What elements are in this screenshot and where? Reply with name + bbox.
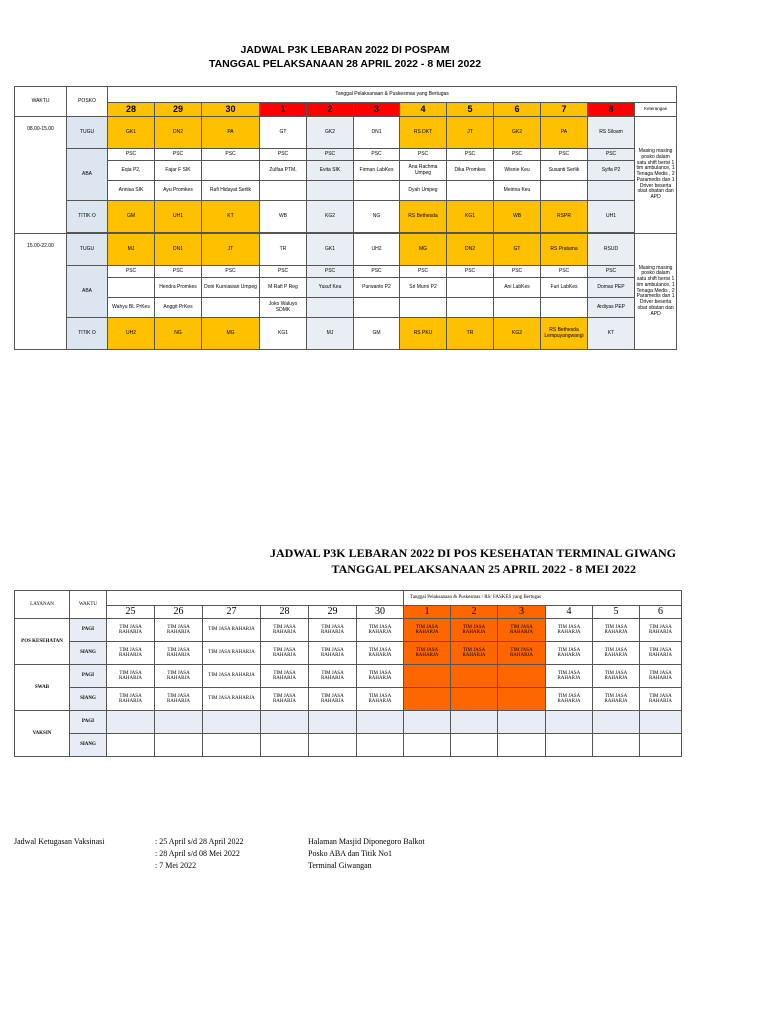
cell — [541, 298, 588, 318]
posko-tugu: TUGU — [67, 117, 108, 149]
cell — [588, 181, 635, 201]
cell: RS Siloam — [588, 117, 635, 149]
cell: Dyah Umpeg — [400, 181, 447, 201]
date-cell: 30 — [357, 606, 404, 619]
cell: GK2 — [494, 117, 541, 149]
cell: JT — [447, 117, 494, 149]
cell: Wahyu BL PrKes — [108, 298, 155, 318]
cell: KG2 — [494, 318, 541, 350]
cell — [202, 298, 260, 318]
cell: Zulfaa PTM, — [260, 161, 307, 181]
header-tanggal: Tanggal Pelaksanaan & Puskesmas yang Bertugas — [108, 87, 677, 103]
cell: TIM JASA RAHARJA — [498, 619, 546, 642]
cell: TIM JASA RAHARJA — [309, 665, 357, 688]
footer-date: : 25 April s/d 28 April 2022 — [155, 837, 244, 846]
cell: PSC — [202, 266, 260, 278]
cell: TIM JASA RAHARJA — [155, 665, 203, 688]
cell: TIM JASA RAHARJA — [451, 642, 498, 665]
cell: PSC — [588, 149, 635, 161]
keterangan-note: Masing masing posko dalam satu shift berisi 1 tim ambulance, 1 Tenaga Medis , 2 Paramedis dan 1 Driver beserta obat obatan dan APD — [635, 234, 677, 350]
cell: Ani LabKes — [494, 278, 541, 298]
cell: TIM JASA RAHARJA — [155, 619, 203, 642]
cell: TIM JASA RAHARJA — [640, 688, 682, 711]
cell: GM — [354, 318, 400, 350]
cell: Dika Promkes — [447, 161, 494, 181]
layanan-swab: SWAB — [15, 665, 70, 711]
cell — [202, 161, 260, 181]
header-keterangan: Keterangan — [635, 103, 677, 117]
cell: TIM JASA RAHARJA — [546, 642, 593, 665]
shift-time: 08.00-15.00 — [15, 117, 67, 234]
date-cell: 3 — [354, 103, 400, 117]
footer-place: Terminal Giwangan — [308, 861, 372, 870]
cell: TIM JASA RAHARJA — [357, 665, 404, 688]
cell: TR — [447, 318, 494, 350]
cell — [357, 734, 404, 757]
cell: TIM JASA RAHARJA — [309, 619, 357, 642]
cell: TIM JASA RAHARJA — [107, 688, 155, 711]
cell: M Rafi P Reg — [260, 278, 307, 298]
cell — [354, 181, 400, 201]
cell: Doni Kurniawan Umpeg — [202, 278, 260, 298]
cell: DN1 — [354, 117, 400, 149]
cell: PSC — [260, 266, 307, 278]
cell: RS DKT — [400, 117, 447, 149]
cell: GT — [494, 234, 541, 266]
cell: TIM JASA RAHARJA — [640, 642, 682, 665]
date-cell: 28 — [108, 103, 155, 117]
cell: TIM JASA RAHARJA — [261, 619, 309, 642]
shift-time: 15.00-22.00 — [15, 234, 67, 350]
cell: PSC — [541, 149, 588, 161]
cell: PSC — [108, 266, 155, 278]
header-posko: POSKO — [67, 87, 108, 117]
cell — [593, 711, 640, 734]
cell: TIM JASA RAHARJA — [357, 619, 404, 642]
cell: Sri Murni P2 — [400, 278, 447, 298]
cell: TIM JASA RAHARJA — [107, 642, 155, 665]
cell — [260, 181, 307, 201]
layanan-vaksin: VAKSIN — [15, 711, 70, 757]
cell: GK1 — [108, 117, 155, 149]
date-cell: 4 — [546, 606, 593, 619]
date-cell: 6 — [494, 103, 541, 117]
cell: TIM JASA RAHARJA — [203, 688, 261, 711]
cell — [498, 688, 546, 711]
cell: PSC — [354, 266, 400, 278]
cell — [307, 298, 354, 318]
cell: KT — [202, 201, 260, 233]
cell — [498, 665, 546, 688]
cell: TIM JASA RAHARJA — [107, 619, 155, 642]
cell — [203, 711, 261, 734]
cell: TIM JASA RAHARJA — [261, 642, 309, 665]
header-layanan: LAYANAN — [15, 591, 70, 619]
cell — [203, 734, 261, 757]
cell — [107, 711, 155, 734]
cell: RS Bethesda Lempuyangwangi — [541, 318, 588, 350]
cell: PSC — [447, 266, 494, 278]
cell: Wisnie Keu — [494, 161, 541, 181]
cell: Fajar F SIK — [155, 161, 202, 181]
cell — [541, 181, 588, 201]
date-cell: 5 — [593, 606, 640, 619]
cell: KG1 — [447, 201, 494, 233]
header-tanggal: Tanggal Pelaksanaan & Puskesmas / RS/ FASKES yang Bertugas — [404, 591, 682, 606]
cell — [354, 298, 400, 318]
cell: TIM JASA RAHARJA — [593, 665, 640, 688]
cell — [108, 278, 155, 298]
sheet2-title: JADWAL P3K LEBARAN 2022 DI POS KESEHATAN TERMINAL GIWANG — [269, 546, 676, 560]
cell — [494, 298, 541, 318]
posko-tugu: TUGU — [67, 234, 108, 266]
date-cell: 25 — [107, 606, 155, 619]
cell: MJ — [307, 318, 354, 350]
cell: WB — [494, 201, 541, 233]
layanan-pos-kesehatan: POS KESEHATAN — [15, 619, 70, 665]
cell: TIM JASA RAHARJA — [261, 688, 309, 711]
cell — [400, 298, 447, 318]
cell — [309, 711, 357, 734]
posko-titik-o: TITIK O — [67, 201, 108, 233]
date-cell: 27 — [203, 606, 261, 619]
cell — [404, 711, 451, 734]
cell: Ardiyas PEP — [588, 298, 635, 318]
waktu-pagi: PAGI — [70, 665, 107, 688]
cell — [307, 181, 354, 201]
cell: TIM JASA RAHARJA — [593, 619, 640, 642]
cell: UH1 — [588, 201, 635, 233]
cell — [155, 734, 203, 757]
cell: Susanti Serlik — [541, 161, 588, 181]
cell — [451, 711, 498, 734]
cell: PSC — [307, 266, 354, 278]
footer-place: Halaman Masjid Diponegoro Balkot — [308, 837, 425, 846]
cell: TIM JASA RAHARJA — [155, 642, 203, 665]
cell: Syifa P2 — [588, 161, 635, 181]
cell: UH2 — [108, 318, 155, 350]
cell: TIM JASA RAHARJA — [593, 642, 640, 665]
cell — [357, 711, 404, 734]
cell: PA — [541, 117, 588, 149]
cell — [593, 734, 640, 757]
footer-places — [308, 836, 425, 872]
cell: DN2 — [155, 117, 202, 149]
cell: PSC — [400, 149, 447, 161]
cell: Annisa SIK — [108, 181, 155, 201]
cell: MG — [400, 234, 447, 266]
date-cell: 5 — [447, 103, 494, 117]
terminal-giwang-schedule-table — [14, 590, 682, 757]
cell: UH2 — [354, 234, 400, 266]
cell: NG — [155, 318, 202, 350]
cell: PSC — [447, 149, 494, 161]
sheet1-title: JADWAL P3K LEBARAN 2022 DI POSPAM — [240, 44, 450, 56]
cell — [107, 734, 155, 757]
cell — [451, 734, 498, 757]
cell: RS Bethesda — [400, 201, 447, 233]
cell: DN2 — [447, 234, 494, 266]
cell — [451, 688, 498, 711]
waktu-siang: SIANG — [70, 734, 107, 757]
date-cell: 4 — [400, 103, 447, 117]
cell: Ana Rachma Umpeg — [400, 161, 447, 181]
cell: PSC — [541, 266, 588, 278]
waktu-pagi: PAGI — [70, 711, 107, 734]
cell: Purwanto P2 — [354, 278, 400, 298]
cell — [447, 278, 494, 298]
cell: UH1 — [155, 201, 202, 233]
footer-dates — [155, 836, 243, 872]
cell: TIM JASA RAHARJA — [203, 642, 261, 665]
cell — [640, 734, 682, 757]
cell — [546, 734, 593, 757]
cell: PSC — [155, 266, 202, 278]
cell: TIM JASA RAHARJA — [593, 688, 640, 711]
cell: PA — [202, 117, 260, 149]
cell: RS Pratama — [541, 234, 588, 266]
cell: RSPR — [541, 201, 588, 233]
cell — [451, 665, 498, 688]
cell: TR — [260, 234, 307, 266]
cell: TIM JASA RAHARJA — [261, 665, 309, 688]
cell: TIM JASA RAHARJA — [309, 642, 357, 665]
date-cell: 1 — [260, 103, 307, 117]
cell: TIM JASA RAHARJA — [203, 619, 261, 642]
cell: TIM JASA RAHARJA — [309, 688, 357, 711]
cell: PSC — [494, 266, 541, 278]
cell: TIM JASA RAHARJA — [155, 688, 203, 711]
cell — [640, 711, 682, 734]
cell: Yusuf Keu — [307, 278, 354, 298]
date-cell: 26 — [155, 606, 203, 619]
date-cell: 1 — [404, 606, 451, 619]
cell: TIM JASA RAHARJA — [546, 688, 593, 711]
cell — [261, 734, 309, 757]
cell: TIM JASA RAHARJA — [357, 688, 404, 711]
cell — [309, 734, 357, 757]
cell: GK2 — [307, 117, 354, 149]
cell — [546, 711, 593, 734]
footer-date: : 28 April s/d 08 Mei 2022 — [155, 849, 240, 858]
cell: Firman LabKes — [354, 161, 400, 181]
cell: RSUD — [588, 234, 635, 266]
cell — [404, 734, 451, 757]
pospam-schedule-table — [14, 86, 677, 350]
date-cell: 2 — [307, 103, 354, 117]
cell: Hendra Promkes — [155, 278, 202, 298]
waktu-siang: SIANG — [70, 642, 107, 665]
cell: KG1 — [260, 318, 307, 350]
cell: TIM JASA RAHARJA — [546, 665, 593, 688]
cell — [447, 298, 494, 318]
date-cell: 29 — [309, 606, 357, 619]
cell: PSC — [202, 149, 260, 161]
cell: NG — [354, 201, 400, 233]
cell: PSC — [354, 149, 400, 161]
date-cell: 30 — [202, 103, 260, 117]
cell: Anggit PrKes — [155, 298, 202, 318]
cell — [404, 688, 451, 711]
cell: TIM JASA RAHARJA — [451, 619, 498, 642]
footer-place: Posko ABA dan Titik No1 — [308, 849, 393, 858]
cell: MJ — [108, 234, 155, 266]
keterangan-note: Masing masing posko dalam satu shift berisi 1 tim ambulance, 1 Tenaga Medis , 2 Paramedis dan 1 Driver beserta obat obatan dan APD — [635, 117, 677, 234]
cell: Domas PEP — [588, 278, 635, 298]
date-cell: 7 — [541, 103, 588, 117]
sheet1-subtitle: TANGGAL PELAKSANAAN 28 APRIL 2022 - 8 MEI 2022 — [208, 58, 482, 70]
cell: Meirina Keu — [494, 181, 541, 201]
cell: PSC — [108, 149, 155, 161]
cell: Rafi Hidayat Serlik — [202, 181, 260, 201]
cell: TIM JASA RAHARJA — [107, 665, 155, 688]
cell: TIM JASA RAHARJA — [640, 619, 682, 642]
cell — [155, 711, 203, 734]
cell: JT — [202, 234, 260, 266]
date-cell: 8 — [588, 103, 635, 117]
cell — [498, 734, 546, 757]
cell: PSC — [400, 266, 447, 278]
cell: TIM JASA RAHARJA — [404, 642, 451, 665]
cell: Ayu Promkes — [155, 181, 202, 201]
cell: Furi LabKes — [541, 278, 588, 298]
cell: MG — [202, 318, 260, 350]
waktu-pagi: PAGI — [70, 619, 107, 642]
cell — [261, 711, 309, 734]
cell: PSC — [494, 149, 541, 161]
waktu-siang: SIANG — [70, 688, 107, 711]
cell: GM — [108, 201, 155, 233]
posko-aba: ABA — [67, 149, 108, 201]
cell: WB — [260, 201, 307, 233]
cell: TIM JASA RAHARJA — [640, 665, 682, 688]
date-cell: 29 — [155, 103, 202, 117]
cell: TIM JASA RAHARJA — [498, 642, 546, 665]
cell: PSC — [588, 266, 635, 278]
cell: Eqia P2, — [108, 161, 155, 181]
cell: Joko Waluyo SDMK — [260, 298, 307, 318]
cell: PSC — [260, 149, 307, 161]
cell: TIM JASA RAHARJA — [546, 619, 593, 642]
cell: KT — [588, 318, 635, 350]
footer-label: Jadwal Ketugasan Vaksinasi — [14, 837, 105, 846]
cell: TIM JASA RAHARJA — [404, 619, 451, 642]
cell: TIM JASA RAHARJA — [357, 642, 404, 665]
cell: RS PKU — [400, 318, 447, 350]
header-waktu: WAKTU — [70, 591, 107, 619]
sheet2-subtitle: TANGGAL PELAKSANAAN 25 APRIL 2022 - 8 MEI 2022 — [331, 562, 636, 576]
cell: TIM JASA RAHARJA — [203, 665, 261, 688]
cell: KG2 — [307, 201, 354, 233]
date-cell: 28 — [261, 606, 309, 619]
posko-aba: ABA — [67, 266, 108, 318]
cell: GK1 — [307, 234, 354, 266]
footer-date: : 7 Mei 2022 — [155, 861, 197, 870]
cell: Evita SIK — [307, 161, 354, 181]
date-cell: 2 — [451, 606, 498, 619]
date-cell: 3 — [498, 606, 546, 619]
date-cell: 6 — [640, 606, 682, 619]
cell: PSC — [155, 149, 202, 161]
header-waktu: WAKTU — [15, 87, 67, 117]
cell: DN1 — [155, 234, 202, 266]
cell: PSC — [307, 149, 354, 161]
cell — [498, 711, 546, 734]
cell — [447, 181, 494, 201]
cell — [404, 665, 451, 688]
posko-titik-o: TITIK O — [67, 318, 108, 350]
cell: GT — [260, 117, 307, 149]
